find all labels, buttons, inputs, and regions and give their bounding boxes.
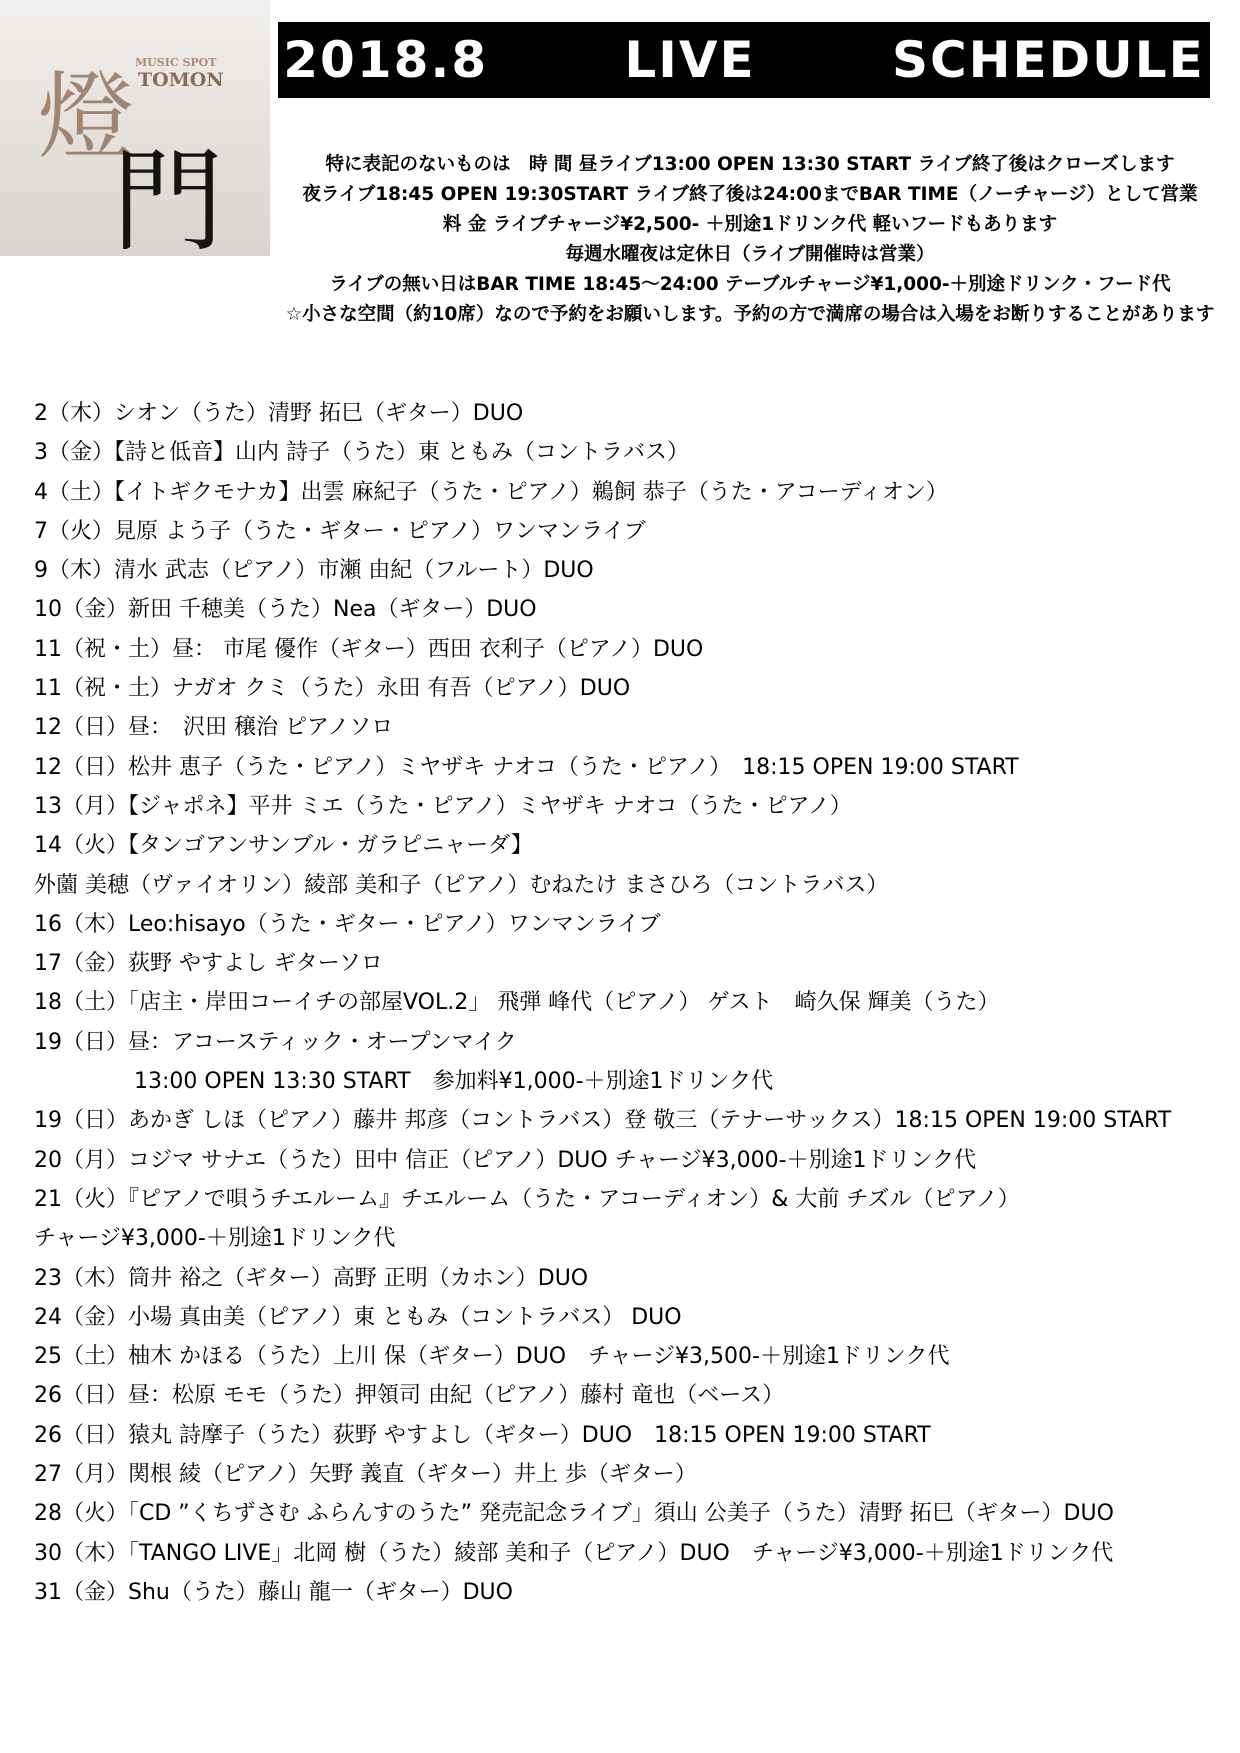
schedule-entry: 20（月）コジマ サナエ（うた）田中 信正（ピアノ）DUO チャージ¥3,000-＋別途1ドリンク代	[34, 1147, 977, 1173]
info-line: 特に表記のないものは 時 間 昼ライブ13:00 OPEN 13:30 START ライブ終了後はクローズします	[325, 154, 1175, 175]
schedule-entry: 14（火）【タンゴアンサンブル・ガラピニャーダ】	[34, 833, 533, 859]
schedule-entry: 18（土）「店主・岸田コーイチの部屋VOL.2」 飛弾 峰代（ピアノ） ゲスト 崎久保 輝美（うた）	[34, 990, 1000, 1016]
schedule-entry: 7（火）見原 よう子（うた・ギター・ピアノ）ワンマンライブ	[34, 518, 646, 544]
logo-name: TOMON	[138, 69, 224, 91]
info-line: 毎週水曜夜は定休日（ライブ開催時は営業）	[565, 244, 935, 265]
schedule-entry: 12（日）松井 恵子（うた・ピアノ）ミヤザキ ナオコ（うた・ピアノ） 18:15 OPEN 19:00 START	[34, 754, 1019, 780]
schedule-entry-continued: 外薗 美穂（ヴァイオリン）綾部 美和子（ピアノ）むねたけ まさひろ（コントラバス）	[34, 872, 889, 898]
schedule-entry: 28（火）「CD ”くちずさむ ふらんすのうた” 発売記念ライブ」須山 公美子（うた）清野 拓巳（ギター）DUO	[34, 1501, 1114, 1527]
schedule-entry: 31（金）Shu（うた）藤山 龍一（ギター）DUO	[34, 1579, 513, 1605]
schedule-entry: 4（土）【イトギクモナカ】出雲 麻紀子（うた・ピアノ）鵜飼 恭子（うた・アコーディオン）	[34, 479, 948, 505]
schedule-entry: 17（金）荻野 やすよし ギターソロ	[34, 951, 383, 977]
logo	[0, 0, 270, 256]
info-line: ライブの無い日はBAR TIME 18:45〜24:00 テーブルチャージ¥1,000-＋別途ドリンク・フード代	[329, 274, 1171, 295]
schedule-entry: 11（祝・土）昼： 市尾 優作（ギター）西田 衣利子（ピアノ）DUO	[34, 636, 704, 662]
schedule-entry: 3（金）【詩と低音】山内 詩子（うた）東 ともみ（コントラバス）	[34, 440, 689, 466]
schedule-entry: 13（月）【ジャポネ】平井 ミエ（うた・ピアノ）ミヤザキ ナオコ（うた・ピアノ）	[34, 793, 852, 819]
logo-kanji-top: 燈	[38, 61, 134, 173]
info-block	[270, 150, 1230, 330]
title-banner	[278, 22, 1210, 98]
info-line: 料 金 ライブチャージ¥2,500- ＋別途1ドリンク代 軽いフードもあります	[442, 214, 1058, 235]
schedule-entry: 30（木）「TANGO LIVE」北岡 樹（うた）綾部 美和子（ピアノ）DUO チャージ¥3,000-＋別途1ドリンク代	[34, 1540, 1114, 1566]
tomon-logo-mark	[0, 0, 270, 256]
schedule-entry: 9（木）清水 武志（ピアノ）市瀬 由紀（フルート）DUO	[34, 558, 594, 584]
info-line: ☆小さな空間（約10席）なので予約をお願いします。予約の方で満席の場合は入場をお断りすることがあります	[285, 304, 1215, 325]
schedule-entry: 16（木）Leo:hisayo（うた・ギター・ピアノ）ワンマンライブ	[34, 911, 661, 937]
schedule-entry-continued: チャージ¥3,000-＋別途1ドリンク代	[34, 1226, 396, 1252]
logo-tagline: MUSIC SPOT	[135, 56, 217, 69]
info-line: 夜ライブ18:45 OPEN 19:30START ライブ終了後は24:00までBAR TIME（ノーチャージ）として営業	[302, 184, 1198, 205]
schedule-entry: 21（火）『ピアノで唄うチエルーム』チエルーム（うた・アコーディオン）& 大前 チズル（ピアノ）	[34, 1186, 1020, 1212]
schedule-entry: 26（日）猿丸 詩摩子（うた）荻野 やすよし（ギター）DUO 18:15 OPEN 19:00 START	[34, 1422, 931, 1448]
schedule-list	[34, 394, 1234, 1612]
schedule-entry: 27（月）関根 綾（ピアノ）矢野 義直（ギター）井上 歩（ギター）	[34, 1462, 697, 1488]
schedule-entry: 19（日）昼：アコースティック・オープンマイク	[34, 1029, 517, 1055]
schedule-entry: 26（日）昼：松原 モモ（うた）押領司 由紀（ピアノ）藤村 竜也（ベース）	[34, 1383, 785, 1409]
schedule-entry: 10（金）新田 千穂美（うた）Nea（ギター）DUO	[34, 597, 537, 623]
logo-kanji-bottom: 門	[112, 137, 224, 256]
schedule-entry: 19（日）あかぎ しほ（ピアノ）藤井 邦彦（コントラバス）登 敬三（テナーサックス）18:15 OPEN 19:00 START	[34, 1108, 1172, 1134]
page-title: 2018.8 LIVE SCHEDULE	[283, 31, 1205, 89]
schedule-entry: 11（祝・土）ナガオ クミ（うた）永田 有吾（ピアノ）DUO	[34, 676, 631, 702]
schedule-entry: 12（日）昼： 沢田 穣治 ピアノソロ	[34, 715, 394, 741]
schedule-entry: 24（金）小場 真由美（ピアノ）東 ともみ（コントラバス） DUO	[34, 1304, 682, 1330]
schedule-entry: 2（木）シオン（うた）清野 拓巳（ギター）DUO	[34, 401, 524, 426]
schedule-entry: 25（土）柚木 かほる（うた）上川 保（ギター）DUO チャージ¥3,500-＋別途1ドリンク代	[34, 1344, 950, 1370]
schedule-entry-continued: 13:00 OPEN 13:30 START 参加料¥1,000-＋別途1ドリンク代	[134, 1069, 774, 1095]
schedule-entry: 23（木）筒井 裕之（ギター）高野 正明（カホン）DUO	[34, 1265, 589, 1291]
